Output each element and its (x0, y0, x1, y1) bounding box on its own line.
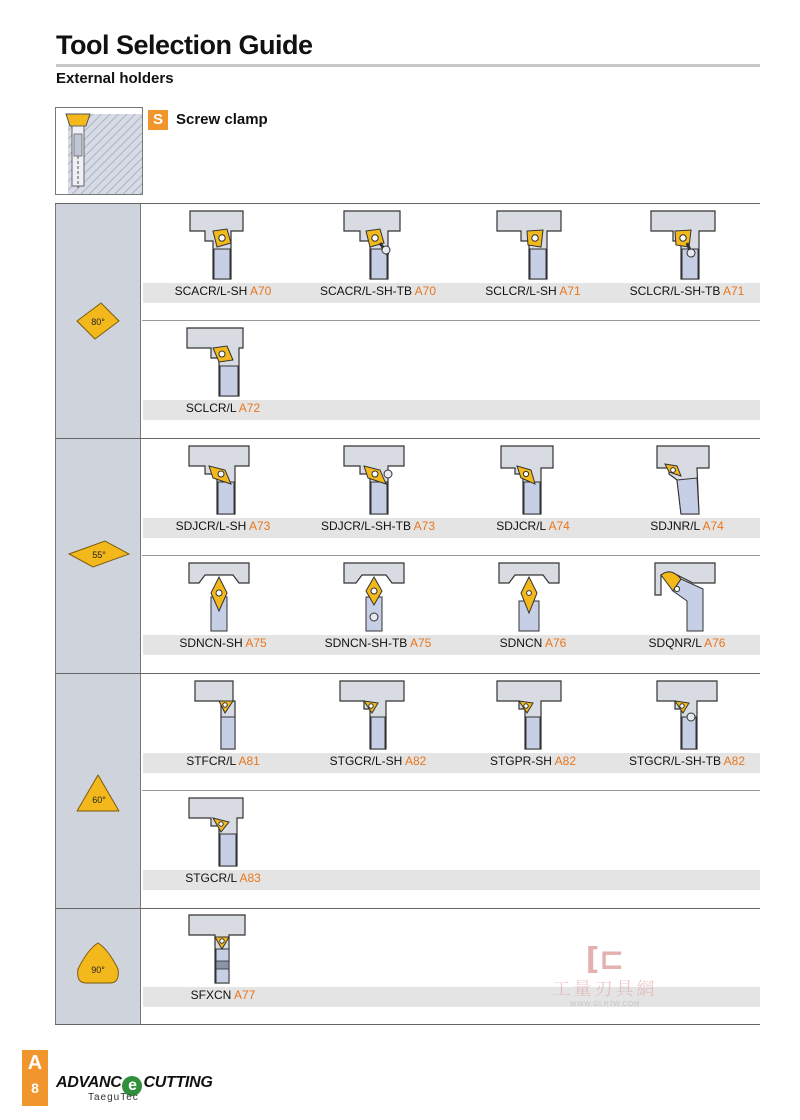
tool-code: SDQNR/L (648, 636, 702, 650)
watermark-url: WWW.GLRJW.COM (569, 1001, 641, 1008)
tool-page-ref: A77 (233, 988, 256, 1002)
tool-code: STGPR-SH (489, 754, 552, 768)
tool-page-ref: A81 (238, 754, 260, 768)
tool-code: SCACR/L-SH-TB (319, 284, 412, 298)
tool-drawing-stgcr (183, 796, 263, 868)
table-top-border (55, 203, 760, 204)
tool-label (607, 636, 767, 650)
tool-code: SCLCR/L (185, 401, 237, 415)
section-tab (22, 1050, 48, 1106)
tool-page-ref: A75 (409, 636, 432, 650)
tool-drawing-sfxcn (183, 913, 263, 985)
tool-page-ref: A75 (245, 636, 267, 650)
tool-drawing-scacr-sh-tb (338, 209, 418, 281)
tool-page-ref: A76 (704, 636, 726, 650)
page-number: 8 (31, 1080, 39, 1096)
tool-label (143, 871, 303, 885)
section-letter: A (27, 1052, 43, 1074)
tool-drawing-sclcr-sh (493, 209, 573, 281)
tool-label (298, 284, 458, 298)
insert-angle-label: 80° (91, 317, 105, 327)
watermark-chinese-text: 工量刃具網 (552, 979, 658, 1000)
watermark (540, 942, 670, 1008)
tool-code: SDJCR/L-SH-TB (320, 519, 411, 533)
tool-code: SDJNR/L (650, 519, 700, 533)
tool-drawing-sdncn-sh-tb (338, 561, 418, 633)
tool-code: SDNCN-SH-TB (324, 636, 408, 650)
brand-e-icon: e (122, 1076, 142, 1096)
page-subtitle: External holders (56, 70, 174, 87)
tool-code: STFCR/L (186, 754, 236, 768)
insert-80-degree-icon (75, 301, 121, 341)
tool-drawing-stfcr (183, 679, 263, 751)
tool-page-ref: A73 (413, 519, 436, 533)
row-divider (142, 555, 760, 556)
tool-code: SCLCR/L-SH (485, 284, 557, 298)
tool-page-ref: A74 (702, 519, 724, 533)
tool-page-ref: A83 (239, 871, 261, 885)
screw-clamp-badge: S (148, 110, 168, 130)
tool-page-ref: A73 (249, 519, 271, 533)
tool-code: SDNCN-SH (179, 636, 243, 650)
tool-code: SFXCN (190, 988, 232, 1002)
tool-code: SDJCR/L-SH (175, 519, 247, 533)
tool-label (298, 636, 458, 650)
tool-label (607, 754, 767, 768)
tool-label (298, 519, 458, 533)
title-divider (56, 64, 760, 67)
page-title: Tool Selection Guide (56, 30, 313, 60)
tool-drawing-sdjcr-sh (183, 444, 263, 516)
tool-code: SCLCR/L-SH-TB (629, 284, 721, 298)
insert-angle-label: 55° (92, 550, 106, 560)
tool-label (607, 284, 767, 298)
tool-drawing-sclcr-sh-tb (647, 209, 727, 281)
brand-text-right: CUTTING (143, 1074, 213, 1091)
tool-drawing-sdncn-sh (183, 561, 263, 633)
tool-drawing-sclcr (183, 326, 263, 398)
tool-label (453, 754, 613, 768)
tool-drawing-stgcr-sh (338, 679, 418, 751)
tool-label (143, 988, 303, 1002)
insert-angle-label: 60° (92, 795, 106, 805)
insert-angle-label: 90° (91, 965, 105, 975)
tool-drawing-stgpr-sh (493, 679, 573, 751)
group-divider (55, 908, 760, 909)
brand-sublabel: TaeguTec (88, 1092, 139, 1103)
watermark-logo: [⊏ (585, 942, 625, 977)
table-bottom-border (55, 1024, 760, 1025)
tool-page-ref: A82 (554, 754, 577, 768)
tool-drawing-scacr-sh (183, 209, 263, 281)
tool-label (298, 754, 458, 768)
tool-drawing-sdqnr (647, 561, 727, 633)
tool-page-ref: A71 (559, 284, 581, 298)
tool-drawing-sdjnr (647, 444, 727, 516)
tool-label (143, 284, 303, 298)
tool-page-ref: A82 (723, 754, 746, 768)
tool-code: STGCR/L (185, 871, 237, 885)
tool-label (143, 636, 303, 650)
tool-label (453, 519, 613, 533)
brand-text-left: ADVANC (56, 1074, 122, 1091)
tool-label (143, 519, 303, 533)
tool-drawing-sdjcr (493, 444, 573, 516)
tool-label (453, 636, 613, 650)
tool-page-ref: A70 (414, 284, 437, 298)
tool-drawing-stgcr-sh-tb (647, 679, 727, 751)
tool-label (143, 401, 303, 415)
tool-drawing-sdncn (493, 561, 573, 633)
screw-clamp-illustration (55, 107, 143, 195)
tool-drawing-sdjcr-sh-tb (338, 444, 418, 516)
tool-code: STGCR/L-SH-TB (628, 754, 721, 768)
insert-55-degree-icon (67, 539, 131, 569)
tool-label (143, 754, 303, 768)
insert-90-degree-icon (74, 941, 122, 987)
screw-clamp-label: Screw clamp (176, 111, 268, 128)
tool-page-ref: A70 (250, 284, 272, 298)
insert-60-degree-icon (75, 773, 121, 813)
row-divider (142, 790, 760, 791)
tool-label (607, 519, 767, 533)
group-divider (55, 673, 760, 674)
tool-page-ref: A74 (548, 519, 570, 533)
tool-code: SDNCN (499, 636, 543, 650)
tool-page-ref: A72 (238, 401, 261, 415)
group-divider (55, 438, 760, 439)
tool-code: SDJCR/L (496, 519, 546, 533)
tool-label (453, 284, 613, 298)
tool-page-ref: A82 (405, 754, 427, 768)
row-divider (142, 320, 760, 321)
tool-selection-table (55, 203, 760, 1025)
tool-page-ref: A76 (544, 636, 567, 650)
tool-code: SCACR/L-SH (174, 284, 248, 298)
tool-code: STGCR/L-SH (329, 754, 403, 768)
tool-page-ref: A71 (723, 284, 745, 298)
